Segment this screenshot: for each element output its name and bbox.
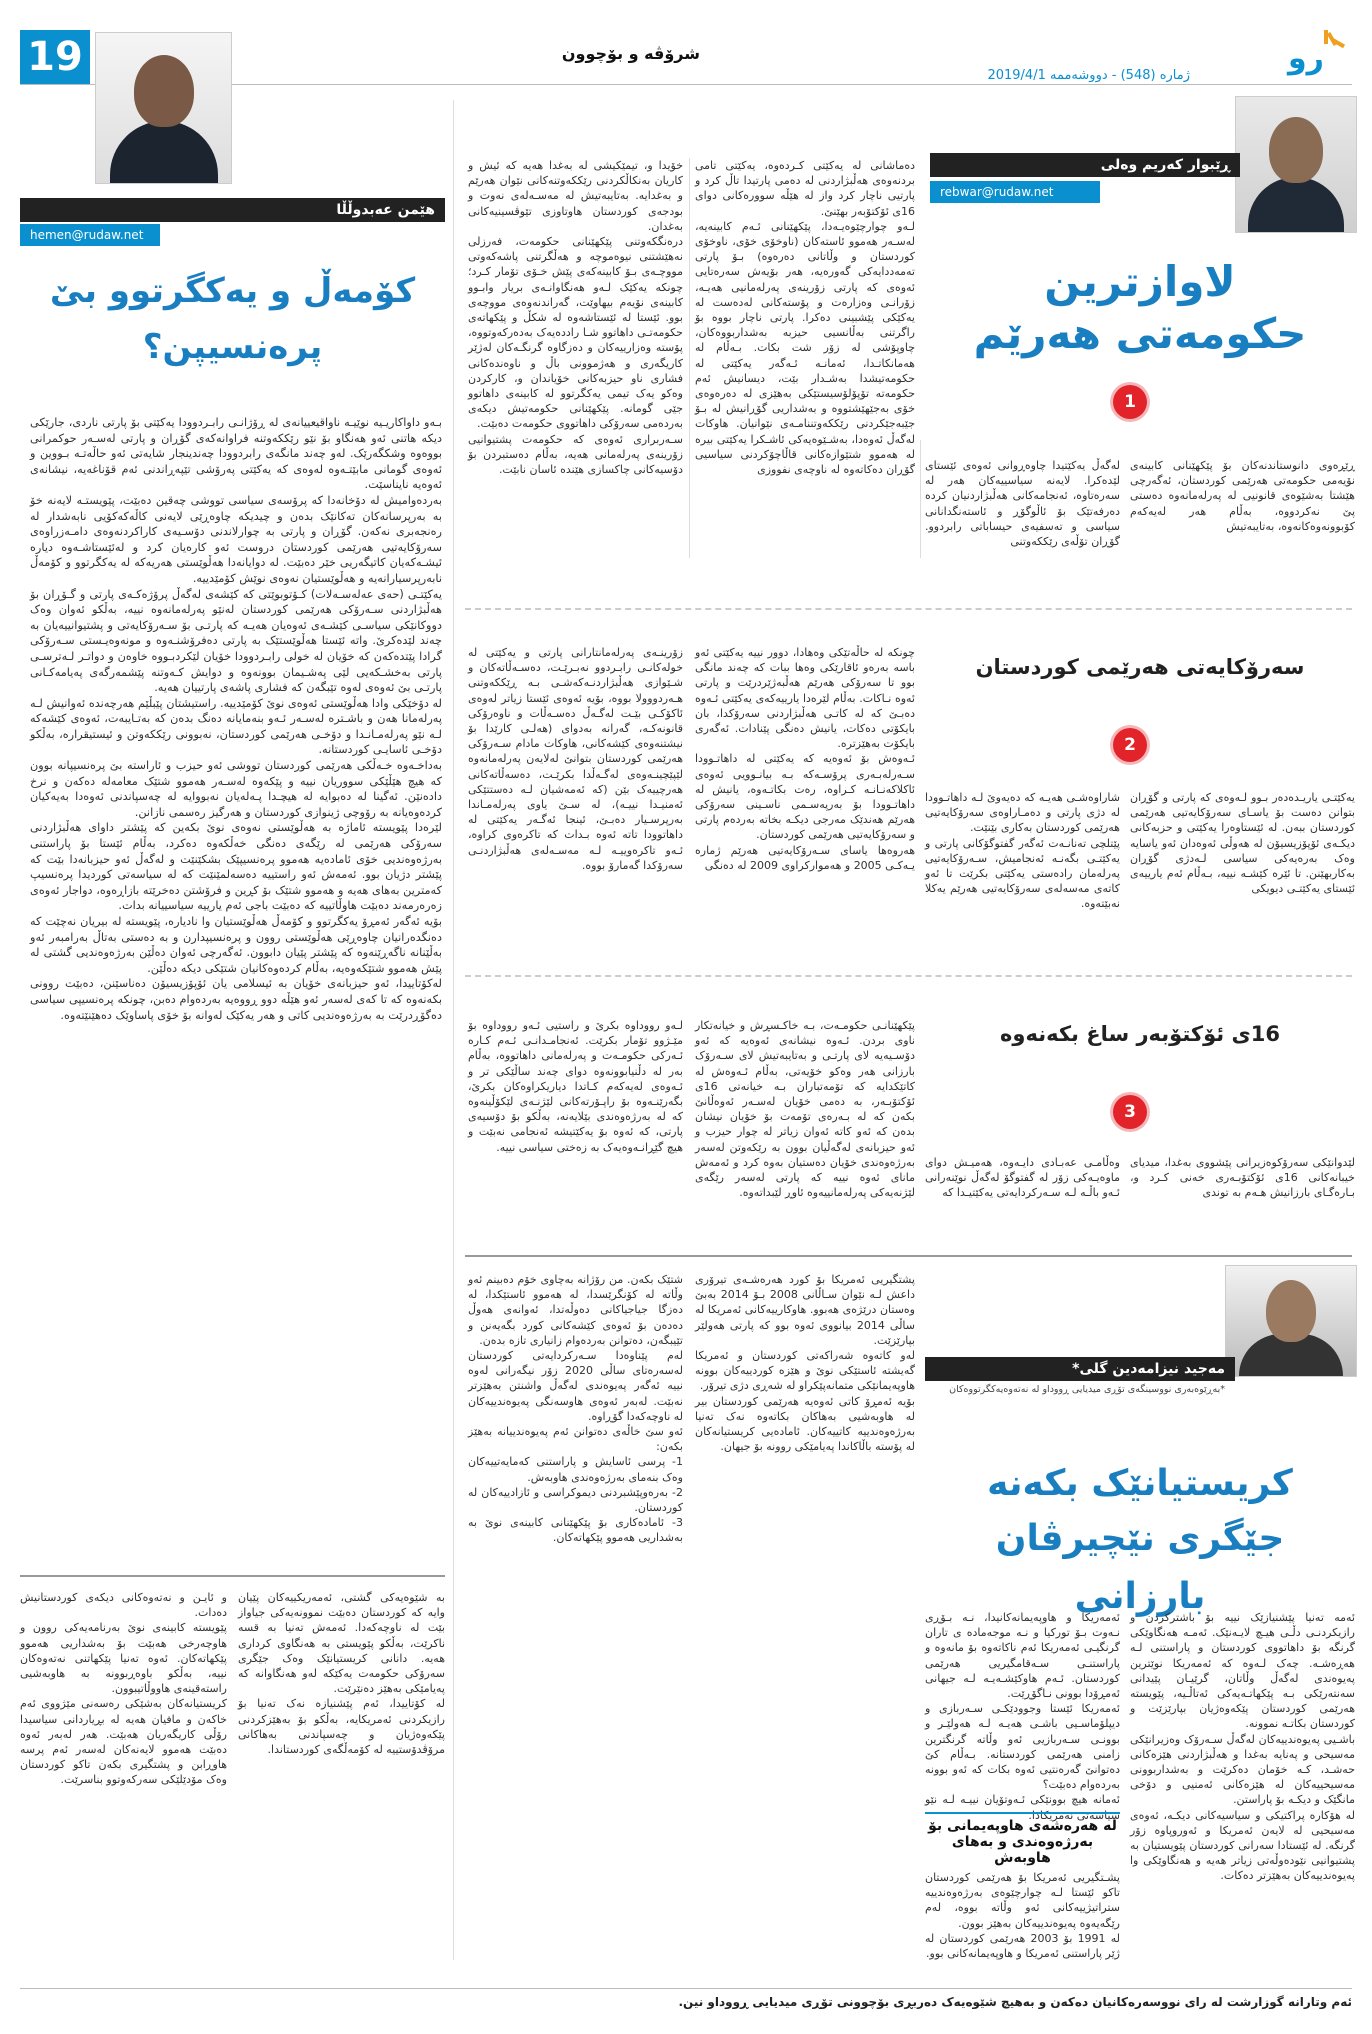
majid-title-line1: کریستیانێک بکەنە	[987, 1463, 1293, 1504]
page-number: 19	[20, 30, 90, 84]
footer-rule	[20, 1988, 1352, 1989]
majid-col6: و ئایـن و نەتەوەکانی دیکەی کوردستانیش دەدات. پێویستە کابینەی نوێ بەرنامەیەکی روون و هاوچەرخی هەبێت بۆ بەشداریی هەموو پێکهاتەکان. ئەوە تەنیا پێکهاتنی نەتەوەکان نییە، بەڵکو باوەڕبوونە بە هاوبەشیی راستەقینەی هاووڵاتیبوون. کریستیانەکان بەشێکی رەسەنی مێژووی ئەم خاکەن و مافیان هەیە لە بڕیاردانی سیاسیدا رۆڵی کاریگەریان هەبێت. هەر لەبەر ئەوە دەبێت هەموو لایەنەکان لەسەر ئەم پرسە هاوڕابن و پشتگیری بکەن تاکو کوردستان وەک مۆدێلێکی سەرکەوتوو بناسرێت.	[20, 1591, 227, 1787]
logo-text: رو	[1288, 41, 1324, 76]
hemen-email[interactable]: hemen@rudaw.net	[20, 224, 160, 246]
hemen-title-line1: کۆمەڵ و یەکگرتوو بێ	[49, 271, 416, 311]
section-title: شرۆڤە و بۆچوون	[561, 44, 700, 63]
footer-note: ئەم وتارانە گوزارشت لە رای نووسەرەکانیان دەکەن و بەهیچ شێوەیەک دەربڕی بۆچوونی تۆڕی میدیایی ڕووداو نین.	[678, 1995, 1352, 2009]
section2-col3: چونکە لە حاڵەتێکی وەهادا، دوور نییە یەکێتی ئەو باسە بەرەو ئاقارێکی وەها ببات کە چەند مانگی بوو تا سەرۆکی هەرێم هەڵبەژێردرێت و پارتی ئەوە نـاکات. بەڵام لێرەدا یارییەکەی یەکێتی ئـەوە دەبـێ کە لە کاتـی هەڵبژاردنی سەرۆکدا، بان بایکۆتی دەکات، یانیش دەنگی پێنادات. ئەگەری بایکۆت بەهێزترە. ئـەوەش بۆ ئەوەیە کە یەکێتی لە داهاتـوودا سـەرلەبـەری پرۆسـەکە بـە بیانـوویی ئەوەی ئاکلاکەنـانـە کـراوە، رەت بکاتـەوە، یانیش لە داهاتـوودا بۆ بەرپەسـمی ناسـینی سەرۆکی هەرێم هەندێک مەرجی دیکـە بخاتە بەردەم پارتی و سەرۆکایەتیی هەرێمی کوردستان. هەروەها یاسای سـەرۆکایەتیی هەرێم ژمارە یـەکـی 2005 و هەموارکراوی 2009 لە دەنگی	[695, 646, 915, 872]
section2-col4: زۆرینـەی پەرلەمانتارانی پارتی و یەکێتی لە خولەکانـی رابـردوو نەبـرێـت، دەسـەڵاتەکان و شـێوازی هەڵبژاردنـەکەشـی بـە ڕێککەوتنی هـەردووولا بووە، بۆیە ئەوەی ئێستا زیاتر لەوەی ئاکۆکـی بێـت لەگـەڵ دەسـەڵات و ناوەرۆکی قانونەکـە، گەرانە بەدوای (هەلـی کارێدا بۆ نیشتنەوەی کێشەکانی، هاوکات مادام سـەرۆکی هەرێمی کوردستان بتوانێ لەلایەن پەرلەمانەوە لێپێچینـەوەی لەگـەڵدا بکرێـت، دەسەڵاتەکانی هەرچییەک بێن (کە ئەمەشیان لـە دەستتێکی ئەمنیـدا نییـە)، لە سـێ یاوی پەرلەمـاندا بەرپرسـیار دەبـێ، ئینجا ئەگـەر یەکێتی لە داهاتوودا تاتە ئەوە بـدات کە تاکرەوی کراوە، ئـەو تاکرەوییـە لـە مەسـەلەی هەڵبژاردنـی سەرۆکدا گەمارۆ بووە.	[468, 646, 683, 872]
column-separator	[20, 1575, 445, 1577]
majid-role: *بەڕێوەبەری نووسینگەی تۆڕی میدیایی ڕووداو لە نەتەوەیەکگرتووەکان	[949, 1384, 1225, 1395]
majid-title-line2: جێگری نێچیرڤان بارزانی	[995, 1518, 1285, 1617]
pullquote-line2: بەرژەوەندی و بەهای هاوبەش	[951, 1834, 1094, 1866]
section-separator	[465, 975, 1352, 977]
col-rule	[920, 440, 921, 558]
hemen-photo	[95, 32, 232, 184]
rebwar-col3: دەماشانی لە یەکێتی کـردەوە، یەکێتی تامی بردنەوەی هەڵبژاردنی لە دەمی پارتیدا تاڵ کرد و پارتیی ناچار کرد واز لە هێڵە سوورەکانی دوای 16ی ئۆکتۆبەر بهێنێ. لـەو چوارچێوەیـەدا، پێکهێنانی ئـەم کابینەیە، لەسـەر هەموو ئاستەکان (ناوخۆی خۆی، ناوخۆی کوردستان و وڵاتانی دەرەوە) بـۆ پارتی تەمەددایەکی گەورەیە، هەر بۆیەش سەرەتایی ئەوەی کە پارتی زۆرینەی پەرلەمانیی هەیـە، زۆرانـی وەزارەت و پۆستەکانی لەدەست لە یەکێکی پێشبینی دەکرا. پارتی ناچار بووە بۆ راگرتنی بەڵانسیی حیزبە بەشداربووەکان، چاوپۆشی لە زۆر شت بکات. بـەڵام لە هەمانکاتـدا، ئەمانـە ئـەگەر یەکێتی لە حکومەتیشدا بەشـدار بێت، دیسانیش ئەم حکومەتە تۆپۆلۆسیستێکی بەهێزی لە دەرەوەی خۆی بەجێهێشتووە و بەشداریی گۆڕانیش لە بـۆ جێبەجێکردنی رێککەوتننامـەی نێوانیان. هاوکات لەگەڵ ئەوەدا، بەشـێوەیەکی ئاشـکرا یەکێتی بیرە لە هەموو شتێوازەکانی قاڵاچۆکردنی سیاسیی گۆڕان دەکاتەوە لە ناوچەی نفووزی	[695, 159, 915, 477]
section-badge-1: 1	[1113, 385, 1147, 419]
section3-col2: وەڵامـی عەبـادی دایـەوە، هەمیـش دوای ماوەیـەکی زۆر لە گفتوگۆ لەگەڵ نوێنەرانی ئـەو باڵـە لـە سـەرکردایەتی یەکێتیـدا کە	[925, 1156, 1120, 1200]
section2-col2: شاراوەشـی هەیـە کە دەیەوێ لـە داهاتـوودا لە دژی پارتی و دەمـاراوەی سەرۆکایەتیی هەرێمی کوردستان بەکاری بێنێت. پێتلچی تەنانـەت ئەگەر گفتوگۆکانی پارتی و یەکێتـی بگەنـە ئەنجامیش، سـەرۆکایەتیی پەرلەمان رادەستی یەکێتی بکرێت تا ئەو کاتەی مەسەلەی سەرۆکایەتیی هەرێم یەکلا نەبێتەوە.	[925, 791, 1120, 911]
section-separator	[465, 608, 1352, 610]
article-separator	[465, 1255, 1352, 1257]
section2-col1: یەکێتـی یاریـدەدەر بـوو لـەوەی کە پارتی و گۆڕان بتوانن دەست بۆ یاسـای سەرۆکایەتیی هەرێمی کوردستان ببەن. لە ئێستاوەرا یەکێتی و حزبەکانی دیکـەی ئۆپۆزیسیۆن لە هەوڵی ئەوەدان ئەو یاسایە وەک بەرەیەکی سیاسی لـەدژی گۆڕان بەکاربهێنن. تا ئێرە کێشـە نییە، بـەڵام ئەم یارییەی ئێستای یەکێتـی دیویکی	[1130, 791, 1355, 896]
majid-pullquote	[925, 1812, 1120, 1866]
hemen-title-line2: پرەنسیپن؟	[142, 327, 323, 367]
rebwar-name: ڕێبوار کەریم وەلی	[930, 153, 1240, 177]
majid-col3: پشتگیریی ئەمریکا بۆ کورد هەرەشـەی تیرۆری داعش لـە نێوان سـاڵانی 2008 بـۆ 2014 بەبێ وەستان درێژەی هەبوو. هاوکارییەکانی ئەمریکا لە ساڵی 2014 بیانووی ئەوە بوو کە پارتی هەولێر بپارێزێت. لەو کاتەوە شەراکەتی کوردستان و ئەمریکا گەیشتە ئاستێکی نوێ و هێزە کوردییەکان بوونە هاوپەیمانێکی متمانەپێکراو لە شەڕی دژی تیرۆر. بۆیە ئەمڕۆ کاتی ئەوەیە هەرێمی کوردستان بیر لە هاوبەشیی بەهاکان بکاتەوە نەک تەنیا بەرژەوەندییە کاتییەکان. ئامادەیی کریستیانەکان لە پۆستە باڵاکاندا پەیامێکی روونە بۆ جیهان.	[695, 1273, 916, 1454]
column-divider	[453, 100, 454, 1960]
section-badge-2: 2	[1113, 728, 1147, 762]
rebwar-title-line1: لاوازترین	[1044, 257, 1236, 306]
rebwar-photo	[1235, 96, 1357, 233]
section3-col3: پێکهێنانـی حکومـەت، بـە خاکـسڕش و خیانەتکار ناوی بردن. ئـەوە نیشانەی ئەوەیە کە ئەو دۆسـیەیە لای پارتـی و بەتایبەتیش لای سـەرۆک بارزانی هەر وەکو خۆیەتی، بەڵام ئـەوەش لە کاتێکدایە کە تۆمەتباران بـە خیانەتی 16ی ئۆکتۆبـەر، بە دەمی خۆیان لەسـەر ئەوەڵانێ بکەن کە لە بـەرەی تۆمەت بۆ خۆیان نیشان بدەن کە ئەو کاتە ئەوان زیاتر لە چوار حیزب و ئەو حیزبانەی لەگەڵیان بوون بە رێکەوتن لەسەر بەرژەوەندی خۆیان دەستیان بەوە کرد و ئەمەش مانای ئەوە نییە کە پارتی لەسەر رێگەی لێژنەیەکی پەرلەمانییەوە ئاوڕ لێبداتەوە.	[695, 1019, 915, 1200]
majid-photo	[1225, 1265, 1357, 1377]
section2-title: سەرۆکایەتی هەرێمی کوردستان	[975, 655, 1305, 679]
issue-info: ژمارە (548) - دووشەممە 2019/4/1	[987, 68, 1190, 83]
col-rule	[689, 158, 690, 558]
rebwar-col1: ڕێڕەوی دانوستاندنەکان بۆ پێکهێنانی کابینەی نۆیەمی حکومەتی هەرێمی کوردستان، ئەگەرچی هێشتا بەشێوەی قانونیی لە پەرلەمانەوە دەستی پێ نەکردووە، بەڵام هەر لەیەکەم کۆبوونەوەکانەوە، بەتایبەتیش	[1130, 459, 1355, 533]
section3-col4: لـەو رووداوە بکرێ و راستیی ئـەو رووداوە بۆ مێـژوو تۆمار بکرێت. ئەنجامـدانـی ئـەم کـاره ئـەرکی حکومـەت و پەرلەمانی داهاتووە، بەڵام بەر لە دڵنیابوونەوە دوای چەند ساڵێکی تر و ئـەوەی لەیەکەم کـاتدا دیاریکراوەکان بکرێ، بگەرێنـەوە بۆ راپـۆرتەکانی لێژنـەی لێکۆڵینەوە کە لە بەرژەوەندی بێلایەنە، بەڵکو بۆ دۆسیەی پارتی، کە ئەوە بۆ یەکێتیشە ئەنجامی نەبێت و هیچ گێڕانـەوەیەک بە زەختی سیاسی نییە.	[468, 1019, 683, 1154]
section3-title: 16ی ئۆکتۆبەر ساغ بکەنەوە	[1000, 1022, 1280, 1046]
majid-col2b: پشـتگیریی ئەمریکا بۆ هەرێمی کوردستان تاکو ئێستا لـە چوارچێوەی بەرژەوەندییە ستراتیژییەکانی ئەو وڵاتە بووە، لەم رێگەیەوە پەیوەندییەکان بەهێز بوون. لە 1991 بۆ 2003 هەرێمی کوردستان لە ژێر پاراستنی ئەمریکا و هاوپەیمانەکانی بوو.	[925, 1871, 1120, 1961]
rebwar-col2: لەگەڵ یەکێتیدا چاوەڕوانی ئەوەی ئێستای لێدەکرا. لایەنە سیاسییەکان هەر لە سەرەتاوە، ئەنجامەکانی هەڵبژاردنیان کردە دەرفەتێک بۆ ئاڵوگۆڕ و ئاستەنگدانانی سیاسی و تەسفیەی حیساباتی رابردوو. گۆڕان تۆڵەی رێککەوتنی	[925, 459, 1120, 549]
majid-name: مەجید نیزامەدین گلی*	[925, 1357, 1235, 1381]
majid-col4: شتێک بکەن. من رۆژانە بەچاوی خۆم دەبینم ئەو وڵاتە لە کۆنگرێسدا، لە هەموو ئاستێکدا، لە دەزگا جیاجیاکانی دەوڵەتدا، ئەوانەی هەوڵ دەدەن بۆ ئەوەی کێشەکانی کورد بگەیەنن و تێیبگەن، دەتوانن بەردەوام زانیاری تازە بدەن. لەم پێناوەدا سـەرکردایەتی کوردستان لەسەرەتای ساڵی 2020 زۆر نیگەرانی لەوە نییە ئەگەر پەیوەندی لەگەڵ واشنتن بەهێزتر نەبێت. لەبەر ئەوەی هاوسەنگی پەیوەندییەکان لە ناوچەکەدا گۆڕاوە. ئەو سێ خاڵەی دەتوانن ئەم پەیوەندییانە بەهێز بکەن: 1- پرسی ئاسایش و پاراستنی کەمایەتییەکان وەک بنەمای بەرژەوەندی هاوبەش. 2- بەرەوپێشبردنی دیموکراسی و ئازادییەکان لە کوردستان. 3- ئامادەکاری بۆ پێکهێنانی کابینەی نوێ بە بەشداریی هەموو پێکهاتەکان.	[468, 1273, 683, 1545]
rebwar-email[interactable]: rebwar@rudaw.net	[930, 181, 1100, 203]
majid-col5: بە شێوەیەکی گشتی، ئەمەریکییەکان پێیان وایە کە کوردستان دەبێت نموونەیەکی جیاواز بێت لە ناوچەکەدا. ئەمەش تەنیا بە قسە ناکرێت، بەڵکو پێویستی بە هەنگاوی کرداری هەیە. دانانی کریستیانێک وەک جێگری سەرۆکی حکومەت یەکێکە لەو هەنگاوانە کە پەیامێکی بەهێز دەنێرێت. لە کۆتاییدا، ئەم پێشنیازە نەک تەنیا بۆ رازیکردنی ئەمریکایە، بەڵکو بۆ بەهێزکردنی پێکەوەژیان و چەسپاندنی بەهاکانی مرۆڤدۆستییە لە کۆمەڵگەی کوردستاندا.	[238, 1591, 445, 1757]
hemen-name: هێمن عەبدوڵڵا	[20, 198, 445, 222]
rebwar-title-line2: حکومەتی هەرێم	[973, 309, 1307, 358]
rudaw-logo	[1280, 26, 1350, 76]
majid-col2: ئەمەریکا و هاوپەیمانەکانیدا، نـە بـۆڕی نـەوت بـۆ تورکیا و نـە موجەمادە ی تاران گرنگیـی ئەمەریکا ئەم ناکاتەوە بۆ مانەوە و پاراستنـی سـەقامگیریی هەرێمی کوردستان. ئـەم هاوکێشـەیـە لـە جیهانی ئەمڕۆدا بوونی نـاگۆڕێت. ئەمەریکا ئێستا وجوودێکـی سـەربازی و دیپلۆماسـیی باشـی هەیـە لـە هەولێـر و بوونـی سـەربازیی ئەو وڵاتە گرنگترین زامنی هەرێمی کوردستانە. بـەڵام کێ دەتوانێ گەرەنتیی ئەوە بکات کە ئەو بوونە بەردەوام دەبێت؟ ئەمانە هیچ بوونێکی ئـەوتۆیان نییـە لـە نێو سیاسەتی ئەمریکادا.	[925, 1611, 1120, 1822]
rebwar-col4: خۆیدا و، تیمێکیشی لە بەغدا هەیە کە ئیش و کاریان بەنکاڵکردنی رێککەوتنەکانی نێوان هەرێم و بەغدایە. بەتایبەتیش لە مەسـەلەی نەوت و بودجەی کوردستان هاوتاوزی تێوڤسینیەکانی بەغدان. درەنگکەوتنی پێکهێنانی حکومەت، فەرزلی نەهێشتنی نیوەموچە و هەڵگرتنی پاشەکەوتی مووچـەی بـۆ کابینەکەی پێش خـۆی تۆمار کـرد؛ چونکە یەکێک لـەو هەنگاوانـەی بریار وابـوو کابینەی نۆیەم بیهاوێت، گەراندنەوەی مووچەی بوو. ئێستا لە ئێستاشەوە لە شکڵ و پێکهاتەی حکومەتـی داهاتوو شـا راددەیەک بەدەرکەوتووە، پۆستە وەزارییەکان و دەزگاوە گرنگـەکان لەژێر کاریگەری و هەژموونی باڵ و ناوەندەکانی فشاری ناو حیزبەکانی خۆیاندان و، کارکردن وەکو یەک تیمی یەکگرتوو لە کابینەی داهاتوو جێی گومانە. پێکهێنانی حکومەتیش دیکەی بەردەمی سەرۆکی داهاتووی حکومەت دەبێت. سـەربراری ئەوەی کە حکومەت پشتیوانیی زۆرینەی پەرلەمانی هەیە، بەڵام دەستبردن بۆ دۆسیەکانی چاکسازی هێندە ئاسان نابێت.	[468, 159, 683, 477]
section3-col1: لێدوانێکی سەرۆکوەزیرانی پێشووی بەغدا، میدیای خیبانەکانی 16ی ئۆکتۆبـەری خەنی کـرد و، بـارەگـای بارزانیش هـەم بە توندی	[1130, 1156, 1355, 1200]
pullquote-line1: لە هەرەشەی هاوپەیمانی بۆ	[928, 1818, 1117, 1834]
majid-col1: ئەمە تەنیا پێشنیازێک نییە بۆ باشترکردن و رازیکردنـی دڵـی هیـچ لایـەنێک. ئەمـە هەنگاوێکی گرنگە بۆ داهاتووی کوردستان و پاراستنی لـە هەڕەشـە. چەک لـەوە کە ئەمەریکا نوێترین پەیوەندی لەگەڵ وڵاتان، گرێیـان پێیدانی سەنتەرێکی بـە پێکهاتـەیەکی ئەتاڵـیە، پێویستە هەرێمی کوردستان پێکەوەژیان بپارێزێت و کوردستان بکاتـە نموونە. باشـیی پەیوەندییەکان لەگەڵ سـەرۆک وەزیرانێکی مەسیحی و پەنایە بەغدا و هەڵبژاردنی هێزەکانی حەشـد، کـە خۆمان دەکرێت و بەشداربوونی مەسیحییەکان لە هێزەکانی ئەمنیی و دۆخی مانگێک و دیکـە بۆ پاراستن. لە هۆکارە پراکتیکی و سیاسیەکانی دیکـە، ئەوەی مەسیحیی لە لایەن ئەمریکا و ئەوروپاوە زۆر گرنگە. لە ئێستادا سەرانی کوردستان پێویستیان بە پشتیوانیی نێودەوڵەتی زیاتر هەیە و هەنگاوێکی وا پەیوەندییەکان بەهێزتر دەکات.	[1130, 1611, 1355, 1883]
section-badge-3: 3	[1113, 1095, 1147, 1129]
hemen-body: بـەو داواکاریـیە نوێیـە ناواقیعییانەی لە ڕۆژانـی رابـردوودا یەکێتی بۆ پارتی ناردی، جارێکی دیکە هاتنی ئەو هەنگاو بۆ نێو رێککەوتنە فراوانەکەی گۆڕان و پارتی لەسـەر حوکمرانی بووەوە وشکگەرێک. لەو چەند مانگەی رابردوودا چەندینجار شایەتی ئەو حاڵەتـە بـووین و ئەوەی گومانی مابێتـەوە لەوەی کە یەکێتی پەرۆشی تێپەڕاندنی ئەم قۆناغەیە، نیشانەی ئەوەیە نایناسێت. بەردەوامیش لە دۆخانەدا کە پرۆسەی سیاسی تووشی چەقین دەبێت، پێویستـە لایەنە خۆ بە بەرپرسانەکان تەکانێک بدەن و چیدیکە چاوەڕێی لایەنی کاڵەکەکۆیی نابەشدار لە رەنجەبری نەکەن. گۆڕان و پارتی بە چوارلاندنی دۆسـیەی کاراکردنەوەی دامـەزراوەی سەرۆکایەتیی هەرێمی کوردستان دروست ئەو کارەیان کرد و لەئێستاشـەوە دیارە ئیشـەکەیان کاتیگەریی خێر دەبێت. لە دوایانەدا هەڵوێستی هەریەکە لە یەکگرتوو و کۆمەڵ نابەرپرسیارانەیە و هەڵوێستیان نەوەی نوێش کۆمێدییە. یەکێتـی (حەی عەلەسـەلات) کـۆتوبوێتی کە کێشەی لەگەڵ پرۆژەکـەی پارتی و گـۆڕان بۆ هەڵبژاردنی سـەرۆکی هەرێمی کوردستان لەنێو پەرلەمانەوە نییە، بەڵکو ئەوان وەک دووکانێکی سیاسـی کێشـەی ئەوەیان هەیـە کە پارتـی بۆ سـەرۆکایەتی و پشتیوانییەیان بە چەند لێدەکرێ. واتە ئێستا هەڵوێستێک بە پارتی دەفرۆشنـەوە و مونەوەیـستی سـەرۆکی گرادا پێتدەکەن کە خۆیان لە خولی رابـردوودا خۆیان لێکردبـووە خاوەن و دواتـر لـەترسـی پارتی بەخشـکەیی لێی پەشـیمان بوونەوە و دوایش کـەوتنە پێشمەرگەی پەیامەکـانی پارتـی بێ ئەوەی لەوە تێبگەن کە فشاری پاشەی پارتییان هەیە. لە دۆخێکی وادا هەڵوێستی ئەوەی نوێ کۆمێدییە. راستیشتان پێبڵێم هەرچەندە ئەوانیش لـە پەرلەمانا هەن و باشـترە لەسـەر ئـەو بنەمایانە دەنگ بدەن کە بەتـایبەت، ئەوەی کێشەکە لـە نێو پەرلەمـانـدا و دۆخـی هەرێمی کوردستان، نەبوونی رێککەوتن و ئیستیقرارە، بەڵکو دۆخـی ئاسایـی کوردستانە. بەداخـەوە خـەڵکی هەرێمی کوردستان تووشی ئەو حیزب و ئاراستە بێ پرەنسیپانە بوون کە هیچ هێڵێکی سووریان نییە و پێکەوە لەسـەر هەموو شتێک معامەلە دەکەن و نرخ دادەنێن. ئەگینا لە دەبوایە لە هیچـدا پـەلەیان نەبووایە لە چەسپاندنی ئەوەدا بەیەکیان کردەوەیانە بە رۆوچی ژینوازی کوردستان و هەرگیز رەسمی نازانن. لێرەدا پێویستە ئاماژە بە هەڵوێستی نەوەی نوێ بکەین کە پێشتر داوای هەڵبژاردنی سەرۆکی هەرێمی لە رێگەی دەنگی خەڵکەوە دەکرد، بەڵام ئێستا بۆ پاراستنی بەرژەوەندیی خۆی ئامادەیە هەموو پرەنسیپێک بشکێنێت و لەگەڵ ئەو حیزبانەدا بێت کە پێشتر دژیان بوو. ئەمەش ئەو راستییە دەسەلمێنێت کە لە سیاسەتی کوردیدا پرەنسیپ کەمترین بەهای هەیە و هەموو شتێک بۆ کڕین و فرۆشتن دەخرێتە بازاڕەوە، دواجار ئەوەی زەرەرمەند دەبێت هاوڵاتییە کە دەبێت باجی ئەم یارییە سیاسییانە بدات. بۆیە ئەگەر ئەمڕۆ یەکگرتوو و کۆمەڵ هەڵوێستیان وا نادیارە، پێویستە لە بیریان نەچێت کە دەنگدەرانیان چاوەڕێی هەڵوێستی روون و پرەنسیپدارن و بە دەستی بەتاڵ بەرامبەر ئەو بەڵێنانە ناگەڕێنەوە کە پێشتر پێیان دابوون. ئەگەرچی ئەوان دەڵێن بەرژەوەندیی گشتی لە پێش هەموو شتێکەوەیە، بەڵام کردەوەکانیان شتێکی دیکە دەڵێن. لەکۆتاییدا، ئەو حیزبانەی خۆیان بە ئیسلامی یان ئۆپۆزیسیۆن دەناسێنن، دەبێت روونی بکەنەوە کە تا کەی لەسەر ئەو هێڵە دوو ڕووەیە بەردەوام دەبن، چونکە پرەنسیپی سیاسی دەگۆڕدرێت بە بەرژەوەندیی کاتی و هەر یەکێک لەوانە بۆ خۆی پاساوێک دەهێنێتەوە.	[30, 416, 442, 1022]
